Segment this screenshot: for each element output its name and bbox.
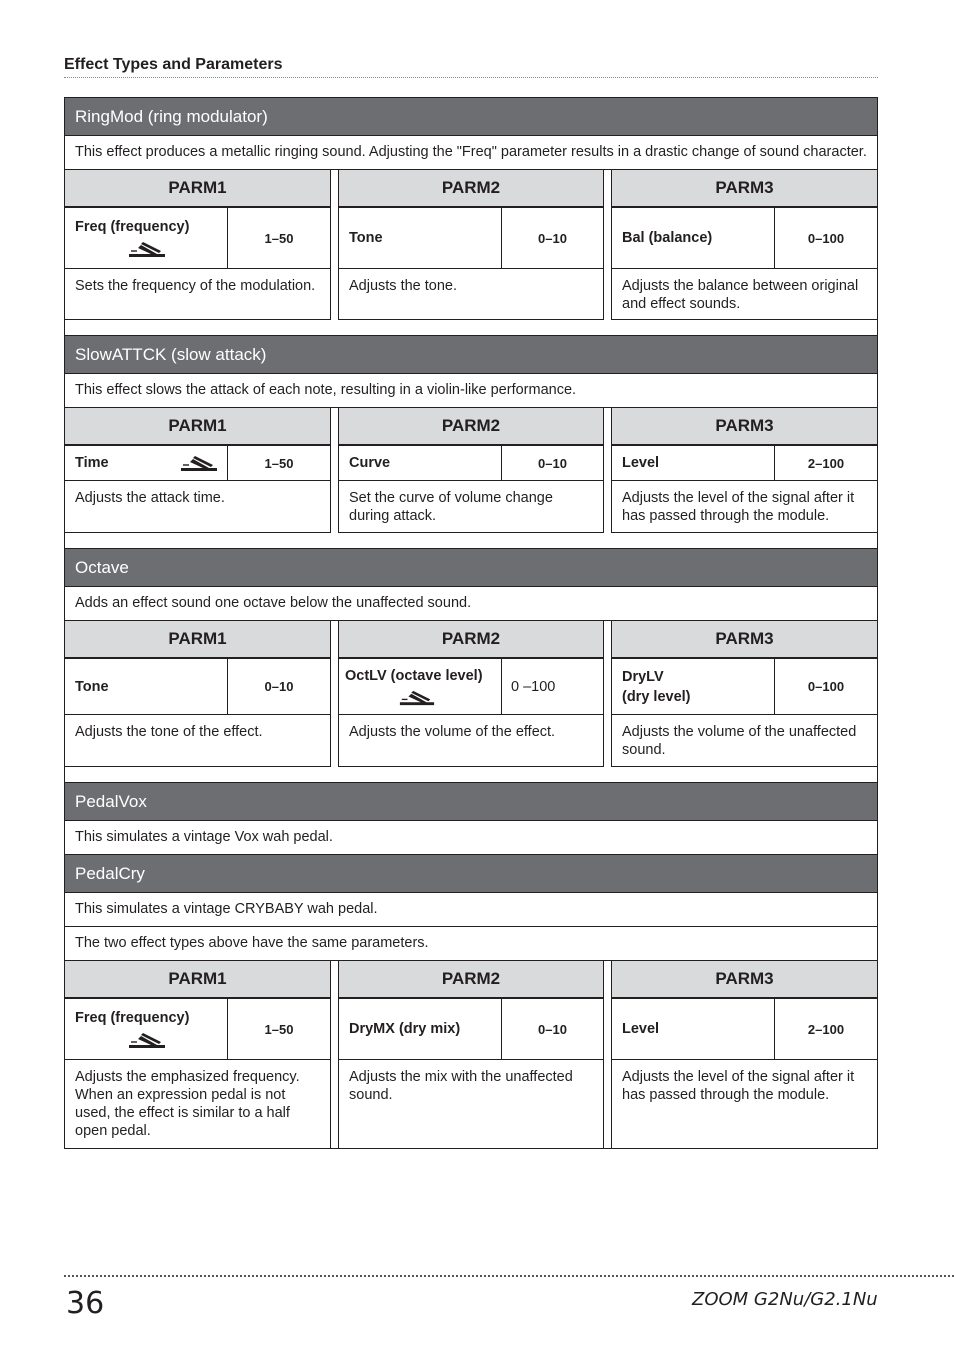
parm-description: Adjusts the tone. — [349, 278, 458, 294]
effect-title-slowattck: SlowATTCK (slow attack) — [65, 336, 877, 374]
parm-title: PARM1 — [65, 961, 330, 999]
parm-name: Curve — [339, 446, 502, 480]
section-spacer — [65, 767, 877, 783]
effect-note: The two effect types above have the same parameters. — [65, 927, 877, 961]
pedal-icon — [179, 453, 219, 473]
effect-description: This effect produces a metallic ringing sound. Adjusting the "Freq" parameter results in a drastic change of sound character. — [65, 136, 877, 170]
parm-description: Sets the frequency of the modulation. — [75, 278, 316, 294]
parm-range: 2–100 — [807, 455, 845, 471]
parm-info — [65, 999, 330, 1060]
parm-range: 0–100 — [807, 679, 845, 694]
parm-name: OctLV (octave level) — [345, 668, 483, 684]
parm-name: Level — [612, 446, 775, 480]
effect-title-pedalvox: PedalVox — [65, 783, 877, 821]
section-spacer — [65, 533, 877, 549]
parm-info — [65, 208, 330, 269]
parm2-column — [338, 961, 604, 1148]
product-name: ZOOM G2Nu/G2.1Nu — [692, 1289, 878, 1310]
parm-description: Adjusts the level of the signal after it has passed through the module. — [622, 490, 855, 524]
parm-description: Adjusts the mix with the unaffected sound. — [349, 1069, 573, 1103]
parm-range: 1–50 — [264, 1021, 294, 1037]
parm-name: Bal (balance) — [612, 208, 775, 268]
parm3-column — [611, 170, 877, 320]
parm-title: PARM1 — [65, 408, 330, 446]
parm-name: DryLV — [622, 668, 664, 685]
effect-description: This simulates a vintage Vox wah pedal. — [65, 821, 877, 855]
parm-info — [339, 999, 603, 1060]
parm2-column — [338, 408, 604, 533]
parm1-column — [65, 408, 331, 533]
parm-description: Adjusts the emphasized frequency. When an expression pedal is not used, the effect is similar to a half open pedal. — [75, 1069, 300, 1139]
parm-title: PARM3 — [612, 621, 877, 659]
parm-name: Level — [612, 999, 775, 1059]
parm-range: 0–10 — [264, 679, 294, 694]
parm-name-cell — [65, 208, 228, 268]
parm-info — [612, 999, 877, 1060]
parm1-column — [65, 170, 331, 320]
parm-description: Adjusts the balance between original and effect sounds. — [622, 278, 859, 312]
parm-name: Freq (frequency) — [75, 219, 190, 235]
parm-description: Adjusts the volume of the unaffected sound. — [622, 724, 857, 758]
parm-description: Adjusts the level of the signal after it has passed through the module. — [622, 1069, 855, 1103]
effect-title-ringmod: RingMod (ring modulator) — [65, 98, 877, 136]
parm-name: Tone — [65, 659, 228, 714]
parm-range: 0–10 — [538, 455, 567, 471]
section-spacer — [65, 320, 877, 336]
parm-title: PARM2 — [339, 621, 603, 659]
effect-title-pedalcry: PedalCry — [65, 855, 877, 893]
page-header: Effect Types and Parameters — [64, 56, 878, 78]
parameter-row — [65, 170, 877, 320]
parm-name: Freq (frequency) — [75, 1010, 190, 1026]
parm-range: 0–10 — [538, 1021, 567, 1037]
parm3-column — [611, 621, 877, 767]
parm-info — [612, 659, 877, 715]
parm-title: PARM3 — [612, 408, 877, 446]
parm-info — [339, 446, 603, 481]
parm-title: PARM2 — [339, 408, 603, 446]
parm-range: 0 –100 — [511, 678, 556, 695]
parm-title: PARM2 — [339, 170, 603, 208]
pedal-icon — [397, 688, 437, 707]
parm-title: PARM2 — [339, 961, 603, 999]
effect-title-octave: Octave — [65, 549, 877, 587]
effect-description: This effect slows the attack of each note, resulting in a violin-like performance. — [65, 374, 877, 408]
parm1-column — [65, 621, 331, 767]
parm-description: Adjusts the attack time. — [75, 490, 225, 506]
parm-range: 1–50 — [264, 455, 294, 471]
parm-description: Adjusts the tone of the effect. — [75, 724, 263, 740]
parm-range: 2–100 — [807, 1021, 845, 1037]
parm2-column — [338, 170, 604, 320]
parameter-row — [65, 621, 877, 767]
parameter-row — [65, 408, 877, 533]
footer-divider — [64, 1275, 954, 1277]
parm-info — [339, 208, 603, 269]
pedal-icon — [127, 239, 167, 259]
parm1-column — [65, 961, 331, 1148]
parm-name-cell — [339, 659, 502, 714]
parm-name-cell — [65, 446, 228, 480]
parm-description: Adjusts the volume of the effect. — [349, 724, 556, 740]
page-number: 36 — [66, 1286, 105, 1321]
parm-info — [65, 659, 330, 715]
parm3-column — [611, 408, 877, 533]
parm-title: PARM1 — [65, 170, 330, 208]
parm-title: PARM3 — [612, 170, 877, 208]
effects-table — [64, 97, 878, 1149]
parm-range: 0–100 — [807, 230, 845, 246]
parm2-column — [338, 621, 604, 767]
parm3-column — [611, 961, 877, 1148]
effect-description: This simulates a vintage CRYBABY wah pedal. — [65, 893, 877, 927]
parm-name: Time — [75, 455, 109, 471]
parm-name: Tone — [339, 208, 502, 268]
parm-name-cell — [612, 659, 775, 714]
pedal-icon — [127, 1030, 167, 1050]
parm-title: PARM1 — [65, 621, 330, 659]
parm-info — [339, 659, 603, 715]
parm-name-cell — [65, 999, 228, 1059]
parm-info — [65, 446, 330, 481]
parm-name: DryMX (dry mix) — [339, 999, 502, 1059]
parm-info — [612, 208, 877, 269]
parm-range: 0–10 — [538, 230, 567, 246]
parm-description: Set the curve of volume change during attack. — [349, 490, 553, 524]
parm-name-detail: (dry level) — [622, 688, 691, 705]
parameter-row — [65, 961, 877, 1148]
parm-info — [612, 446, 877, 481]
effect-description: Adds an effect sound one octave below the unaffected sound. — [65, 587, 877, 621]
parm-title: PARM3 — [612, 961, 877, 999]
parm-range: 1–50 — [264, 230, 294, 246]
